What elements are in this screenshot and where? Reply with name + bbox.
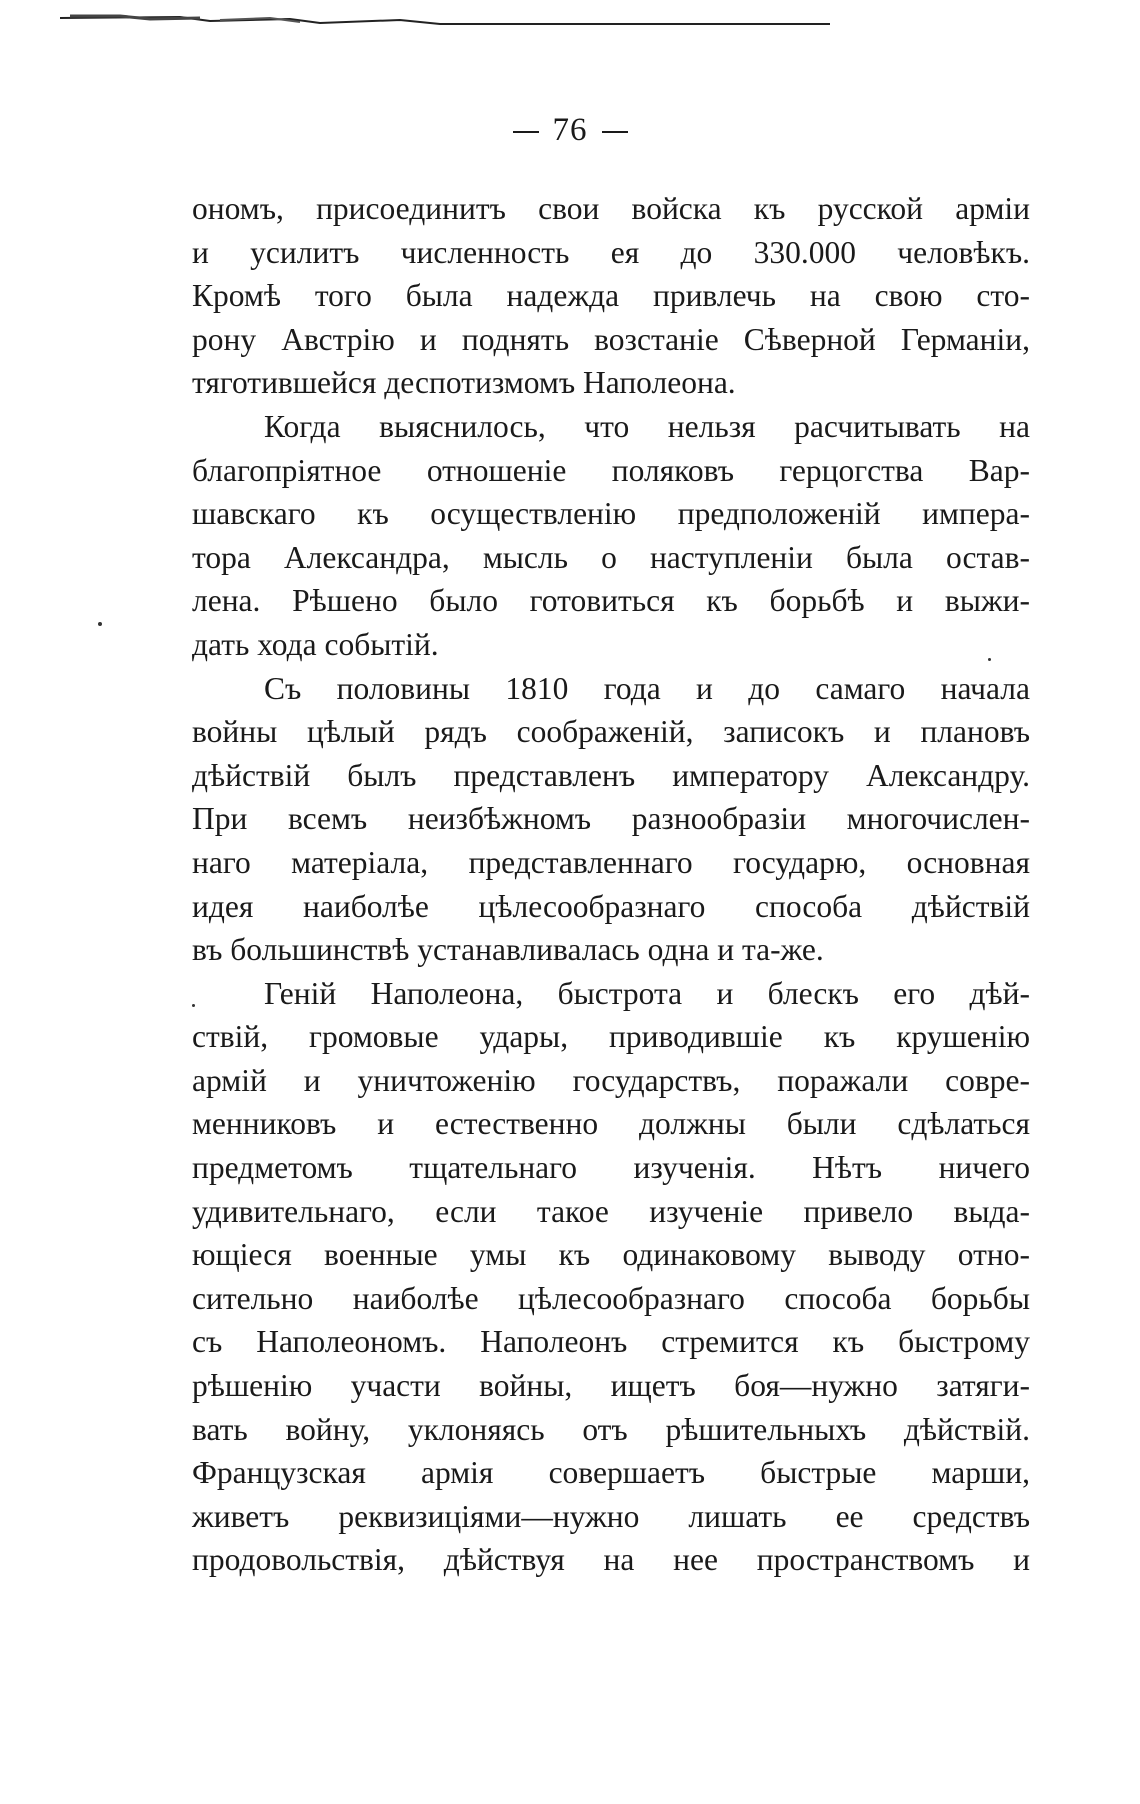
text-line: войны цѣлый рядъ соображеній, записокъ и плановъ bbox=[192, 714, 1030, 750]
text-line: удивительнаго, если такое изученіе привело выда- bbox=[192, 1193, 1030, 1229]
text-line: наго матеріала, представленнаго государю, основная bbox=[192, 844, 1030, 880]
text-line: Геній Наполеона, быстрота и блескъ его дѣй- bbox=[264, 975, 1030, 1011]
text-line: ономъ, присоединитъ свои войска къ русской арміи bbox=[192, 191, 1030, 226]
text-line: предметомъ тщательнаго изученія. Нѣтъ ничего bbox=[192, 1150, 1030, 1186]
text-line: ющіеся военные умы къ одинаковому выводу отно- bbox=[192, 1237, 1030, 1273]
text-line: живетъ реквизиціями—нужно лишать ее средствъ bbox=[192, 1498, 1030, 1534]
page-number bbox=[0, 112, 1140, 149]
text-line: продовольствія, дѣйствуя на нее пространствомъ и bbox=[192, 1542, 1030, 1578]
text-line: дѣйствій былъ представленъ императору Александру. bbox=[192, 757, 1030, 793]
text-line: ствій, громовые удары, приводившіе къ крушенію bbox=[192, 1019, 1030, 1055]
scan-speck bbox=[192, 1004, 195, 1007]
scan-edge-rule bbox=[60, 14, 830, 26]
text-line: шавскаго къ осуществленію предположеній импера- bbox=[192, 496, 1030, 532]
text-line: Когда выяснилось, что нельзя расчитывать на bbox=[264, 408, 1030, 444]
body-text bbox=[192, 187, 1030, 1582]
text-line: тора Александра, мысль о наступленіи была остав- bbox=[192, 539, 1030, 575]
text-line: Съ половины 1810 года и до самаго начала bbox=[264, 670, 1030, 706]
text-line: тяготившейся деспотизмомъ Наполеона. bbox=[192, 365, 736, 401]
text-line: При всемъ неизбѣжномъ разнообразіи многочислен- bbox=[192, 801, 1030, 837]
text-line: вать войну, уклоняясь отъ рѣшительныхъ дѣйствій. bbox=[192, 1411, 1030, 1447]
page-number-dash-right bbox=[602, 131, 628, 133]
text-line: въ большинствѣ устанавливалась одна и та-же. bbox=[192, 932, 824, 968]
text-line: благопріятное отношеніе поляковъ герцогства Вар- bbox=[192, 452, 1030, 488]
text-line: менниковъ и естественно должны были сдѣлаться bbox=[192, 1106, 1030, 1142]
text-line: Кромѣ того была надежда привлечь на свою сто- bbox=[192, 278, 1030, 314]
page-number-value: 76 bbox=[552, 112, 588, 148]
text-line: рону Австрію и поднять возстаніе Сѣверной Германіи, bbox=[192, 321, 1030, 357]
text-line: Французская армія совершаетъ быстрые марши, bbox=[192, 1455, 1030, 1491]
scan-speck bbox=[988, 658, 991, 661]
text-line: армій и уничтоженію государствъ, поражали совре- bbox=[192, 1062, 1030, 1098]
text-line: сительно наиболѣе цѣлесообразнаго способа борьбы bbox=[192, 1280, 1030, 1316]
text-line: съ Наполеономъ. Наполеонъ стремится къ быстрому bbox=[192, 1324, 1030, 1360]
scan-speck bbox=[98, 622, 102, 626]
page-number-dash-left bbox=[513, 131, 539, 133]
text-line: дать хода событій. bbox=[192, 626, 439, 662]
text-line: рѣшенію участи войны, ищетъ боя—нужно затяги- bbox=[192, 1368, 1030, 1404]
text-line: и усилитъ численность ея до 330.000 человѣкъ. bbox=[192, 234, 1030, 270]
text-line: идея наиболѣе цѣлесообразнаго способа дѣйствій bbox=[192, 888, 1030, 924]
text-line: лена. Рѣшено было готовиться къ борьбѣ и выжи- bbox=[192, 583, 1030, 619]
